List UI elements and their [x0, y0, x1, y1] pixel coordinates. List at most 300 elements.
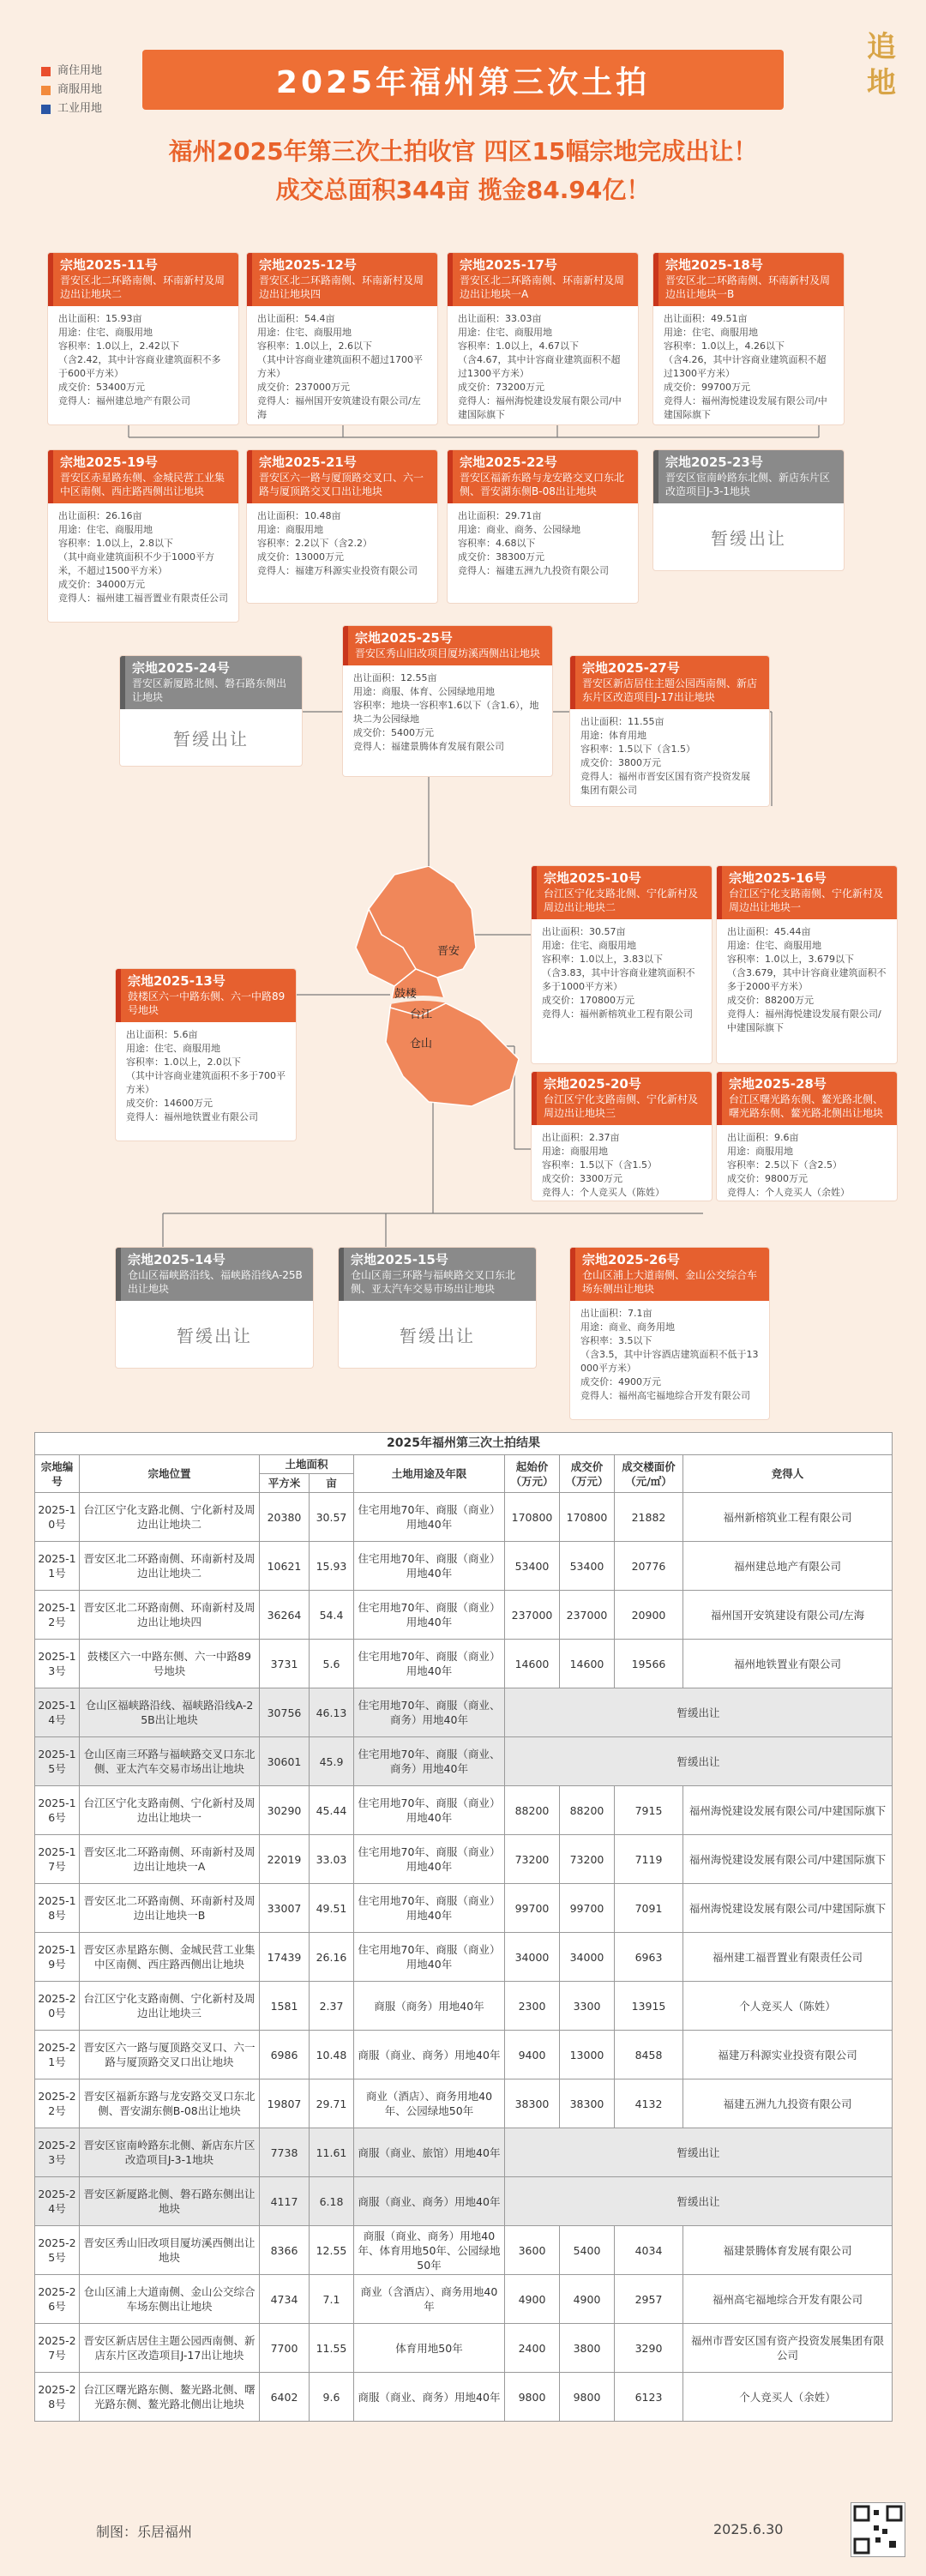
table-row [35, 1982, 893, 2031]
cell-area-sqm: 33007 [260, 1884, 310, 1933]
map-label-gulou: 鼓楼 [394, 988, 418, 1001]
cell-buyer: 福建五洲九九投资有限公司 [683, 2079, 893, 2128]
cell-unit-price: 2957 [615, 2275, 683, 2324]
cell-land-use: 住宅用地70年、商服（商业）用地40年 [354, 1640, 505, 1688]
cell-area-mu: 10.48 [310, 2031, 354, 2079]
cell-deal-price: 88200 [560, 1786, 615, 1835]
cell-land-use: 商业（酒店）、商务用地40年、公园绿地50年 [354, 2079, 505, 2128]
table-row [35, 2079, 893, 2128]
parcel-detail: （其中计容商业建筑面积不超过1700平方米） [257, 354, 423, 379]
cell-deal-price: 237000 [560, 1591, 615, 1640]
cell-buyer: 福州建工福晋置业有限责任公司 [683, 1933, 893, 1982]
parcel-location: 晋安区北二环路南侧、环南新村及周边出让地块一A [460, 274, 625, 300]
cell-deal-price: 53400 [560, 1542, 615, 1591]
cell-buyer: 福州新榕筑业工程有限公司 [683, 1493, 893, 1542]
parcel-detail: 出让面积：30.57亩 [542, 926, 626, 937]
table-row [35, 2226, 893, 2275]
cell-area-sqm: 6986 [260, 2031, 310, 2079]
parcel-location: 晋安区北二环路南侧、环南新村及周边出让地块二 [60, 274, 225, 300]
table-row [35, 1786, 893, 1835]
parcel-detail: 出让面积：45.44亩 [727, 926, 811, 937]
parcel-detail: 竞得人：福州地铁置业有限公司 [126, 1111, 258, 1122]
cell-location: 台江区曙光路东侧、鳌光路北侧、曙光路东侧、鳌光路北侧出让地块 [80, 2373, 260, 2422]
cell-area-sqm: 36264 [260, 1591, 310, 1640]
col-header-no: 宗地编号 [35, 1455, 80, 1493]
parcel-detail: 成交价：53400万元 [58, 382, 145, 393]
table-row [35, 2128, 893, 2177]
cell-area-mu: 7.1 [310, 2275, 354, 2324]
footer-date: 2025.6.30 [713, 2521, 784, 2537]
cell-unit-price: 4132 [615, 2079, 683, 2128]
parcel-card-2025-11 [48, 253, 238, 424]
cell-area-mu: 29.71 [310, 2079, 354, 2128]
parcel-id: 宗地2025-26号 [582, 1252, 680, 1267]
cell-area-sqm: 4734 [260, 2275, 310, 2324]
cell-area-sqm: 19807 [260, 2079, 310, 2128]
parcel-detail: 容积率：1.5以下（含1.5） [580, 743, 695, 755]
parcel-detail: （含2.42，其中计容商业建筑面积不多于600平方米） [58, 354, 221, 379]
cell-start-price: 9400 [505, 2031, 560, 2079]
parcel-id: 宗地2025-14号 [128, 1252, 225, 1267]
parcel-card-2025-14 [116, 1248, 313, 1368]
parcel-detail: 用途：商服用地 [727, 1146, 793, 1157]
cell-area-mu: 12.55 [310, 2226, 354, 2275]
cell-status: 暂缓出让 [505, 2177, 893, 2226]
cell-land-use: 商服（商业、商务）用地40年、体育用地50年、公园绿地50年 [354, 2226, 505, 2275]
parcel-detail: 容积率：1.0以上，4.26以下 [664, 340, 785, 352]
map-label-taijiang: 台江 [410, 1008, 433, 1021]
cell-unit-price: 7915 [615, 1786, 683, 1835]
cell-unit-price: 13915 [615, 1982, 683, 2031]
page-title: 2025年福州第三次土拍 [142, 50, 784, 110]
cell-buyer: 福州市晋安区国有资产投资发展集团有限公司 [683, 2324, 893, 2373]
map-label-cangshan: 仓山 [410, 1038, 433, 1050]
cell-unit-price: 19566 [615, 1640, 683, 1688]
cell-location: 晋安区赤星路东侧、金城民营工业集中区南侧、西庄路西侧出让地块 [80, 1933, 260, 1982]
parcel-detail: 出让面积：2.37亩 [542, 1132, 620, 1143]
parcel-id: 宗地2025-27号 [582, 660, 680, 676]
parcel-detail: 出让面积：29.71亩 [458, 510, 542, 521]
cell-buyer: 个人竞买人（陈姓） [683, 1982, 893, 2031]
cell-land-use: 体育用地50年 [354, 2324, 505, 2373]
cell-buyer: 个人竞买人（余姓） [683, 2373, 893, 2422]
legend-label: 商服用地 [57, 83, 103, 96]
parcel-detail: 容积率：1.0以上，2.8以下 [58, 538, 173, 549]
cell-area-mu: 46.13 [310, 1688, 354, 1737]
table-row [35, 2031, 893, 2079]
cell-buyer: 福州国开安筑建设有限公司/左海 [683, 1591, 893, 1640]
parcel-detail: 容积率：1.0以上，2.6以下 [257, 340, 372, 352]
parcel-detail: 用途：住宅、商服用地 [58, 524, 153, 535]
parcel-detail: 竞得人：福州国开安筑建设有限公司/左海 [257, 395, 421, 420]
cell-land-use: 商服（商业、旅馆）用地40年 [354, 2128, 505, 2177]
parcel-detail: 容积率：3.5以下 [580, 1335, 652, 1346]
cell-buyer: 福建万科源实业投资有限公司 [683, 2031, 893, 2079]
cell-parcel-no: 2025-16号 [35, 1786, 80, 1835]
table-row [35, 2373, 893, 2422]
parcel-location: 晋安区北二环路南侧、环南新村及周边出让地块四 [259, 274, 424, 300]
table-row [35, 1884, 893, 1933]
cell-land-use: 商服（商业、商务）用地40年 [354, 2373, 505, 2422]
table-row [35, 1640, 893, 1688]
cell-buyer: 福州建总地产有限公司 [683, 1542, 893, 1591]
cell-start-price: 9800 [505, 2373, 560, 2422]
parcel-id: 宗地2025-11号 [60, 257, 158, 273]
cell-buyer: 福州海悦建设发展有限公司/中建国际旗下 [683, 1835, 893, 1884]
parcel-detail: 出让面积：15.93亩 [58, 313, 142, 324]
parcel-card-2025-12 [247, 253, 437, 424]
cell-start-price: 34000 [505, 1933, 560, 1982]
cell-status: 暂缓出让 [505, 1688, 893, 1737]
map-label-jinan: 晋安 [437, 945, 460, 958]
parcel-detail: 竞得人：福州海悦建设发展有限公司/中建国际旗下 [458, 395, 622, 420]
col-header-location: 宗地位置 [80, 1455, 260, 1493]
cell-start-price: 3600 [505, 2226, 560, 2275]
cell-unit-price: 7119 [615, 1835, 683, 1884]
cell-unit-price: 20900 [615, 1591, 683, 1640]
parcel-card-2025-17 [448, 253, 638, 424]
cell-area-mu: 2.37 [310, 1982, 354, 2031]
col-header-buyer: 竞得人 [683, 1455, 893, 1493]
parcel-id: 宗地2025-25号 [355, 630, 453, 646]
col-header-deal-price: 成交价（万元） [560, 1455, 615, 1493]
parcel-location: 台江区曙光路东侧、鳌光路北侧、曙光路东侧、鳌光路北侧出让地块 [729, 1093, 884, 1119]
parcel-detail: 容积率：1.0以上，2.42以下 [58, 340, 179, 352]
cell-land-use: 商服（商业、商务）用地40年 [354, 2177, 505, 2226]
parcel-detail: 容积率：2.2以下（含2.2） [257, 538, 372, 549]
parcel-detail: （含3.679，其中计容商业建筑面积不多于2000平方米） [727, 967, 887, 992]
table-caption: 2025年福州第三次土拍结果 [35, 1433, 893, 1455]
cell-area-mu: 11.55 [310, 2324, 354, 2373]
cell-area-mu: 9.6 [310, 2373, 354, 2422]
fuzhou-district-map [334, 866, 532, 1123]
parcel-card-2025-22 [448, 450, 638, 603]
parcel-card-2025-28 [717, 1072, 897, 1201]
cell-parcel-no: 2025-18号 [35, 1884, 80, 1933]
cell-unit-price: 4034 [615, 2226, 683, 2275]
cell-location: 晋安区新厦路北侧、磐石路东侧出让地块 [80, 2177, 260, 2226]
parcel-detail: 用途：商业、商务、公园绿地 [458, 524, 580, 535]
cell-area-mu: 30.57 [310, 1493, 354, 1542]
parcel-detail: 出让面积：11.55亩 [580, 716, 664, 727]
table-row [35, 1591, 893, 1640]
cell-location: 晋安区新店居住主题公园西南侧、新店东片区改造项目J-17出让地块 [80, 2324, 260, 2373]
parcel-detail: 出让面积：54.4亩 [257, 313, 335, 324]
parcel-id: 宗地2025-12号 [259, 257, 357, 273]
parcel-card-2025-10 [532, 866, 712, 1063]
cell-status: 暂缓出让 [505, 1737, 893, 1786]
parcel-detail: 容积率：1.5以下（含1.5） [542, 1159, 657, 1171]
cell-area-sqm: 17439 [260, 1933, 310, 1982]
qr-code-icon [851, 2502, 905, 2557]
cell-area-mu: 6.18 [310, 2177, 354, 2226]
cell-location: 鼓楼区六一中路东侧、六一中路89号地块 [80, 1640, 260, 1688]
parcel-detail: 容积率：2.5以下（含2.5） [727, 1159, 842, 1171]
cell-land-use: 住宅用地70年、商服（商业、商务）用地40年 [354, 1688, 505, 1737]
parcel-detail: 成交价：99700万元 [664, 382, 750, 393]
parcel-detail: 竞得人：福州新榕筑业工程有限公司 [542, 1008, 693, 1020]
cell-unit-price: 20776 [615, 1542, 683, 1591]
parcel-detail: 竞得人：福州高宅福地综合开发有限公司 [580, 1390, 750, 1401]
col-header-area: 土地面积 [260, 1455, 354, 1474]
parcel-id: 宗地2025-28号 [729, 1076, 827, 1092]
table-row [35, 1835, 893, 1884]
cell-start-price: 88200 [505, 1786, 560, 1835]
col-header-unit-price: 成交楼面价（元/㎡） [615, 1455, 683, 1493]
cell-deal-price: 5400 [560, 2226, 615, 2275]
table-row [35, 2275, 893, 2324]
parcel-detail: 用途：商服用地 [542, 1146, 608, 1157]
parcel-detail: 成交价：3300万元 [542, 1173, 622, 1184]
parcel-card-2025-23 [653, 450, 844, 570]
parcel-id: 宗地2025-16号 [729, 870, 827, 886]
cell-parcel-no: 2025-21号 [35, 2031, 80, 2079]
cell-start-price: 38300 [505, 2079, 560, 2128]
parcel-detail: 成交价：38300万元 [458, 551, 544, 563]
col-header-sqm: 平方米 [260, 1474, 310, 1493]
cell-start-price: 99700 [505, 1884, 560, 1933]
cell-parcel-no: 2025-25号 [35, 2226, 80, 2275]
cell-buyer: 福建景腾体育发展有限公司 [683, 2226, 893, 2275]
parcel-detail: 竞得人：福州市晋安区国有资产投资发展集团有限公司 [580, 771, 750, 796]
footer-maker: 制图：乐居福州 [96, 2524, 193, 2540]
parcel-detail: 出让面积：5.6亩 [126, 1029, 198, 1040]
parcel-detail: 竞得人：个人竞买人（陈姓） [542, 1187, 664, 1198]
cell-deal-price: 3800 [560, 2324, 615, 2373]
parcel-detail: （其中计容商业建筑面积不多于700平方米） [126, 1070, 286, 1095]
parcel-detail: 用途：住宅、商服用地 [664, 327, 758, 338]
cell-parcel-no: 2025-20号 [35, 1982, 80, 2031]
parcel-id: 宗地2025-20号 [544, 1076, 641, 1092]
cell-buyer: 福州海悦建设发展有限公司/中建国际旗下 [683, 1786, 893, 1835]
parcel-detail: （含4.26，其中计容商业建筑面积不超过1300平方米） [664, 354, 827, 379]
cell-area-mu: 33.03 [310, 1835, 354, 1884]
cell-unit-price: 6963 [615, 1933, 683, 1982]
cell-unit-price: 8458 [615, 2031, 683, 2079]
cell-location: 台江区宁化支路南侧、宁化新村及周边出让地块三 [80, 1982, 260, 2031]
parcel-id: 宗地2025-23号 [665, 454, 763, 470]
parcel-detail: 用途：商服、体育、公园绿地用地 [353, 686, 495, 697]
parcel-detail: 用途：商服用地 [257, 524, 323, 535]
parcel-detail: 用途：住宅、商服用地 [126, 1043, 220, 1054]
cell-location: 仓山区浦上大道南侧、金山公交综合车场东侧出让地块 [80, 2275, 260, 2324]
cell-area-sqm: 3731 [260, 1640, 310, 1688]
parcel-location: 晋安区六一路与厦顶路交叉口、六一路与厦顶路交叉口出让地块 [259, 472, 424, 497]
table-row [35, 1688, 893, 1737]
parcel-card-2025-20 [532, 1072, 712, 1201]
cell-parcel-no: 2025-11号 [35, 1542, 80, 1591]
parcel-location: 晋安区新店居住主题公园西南侧、新店东片区改造项目J-17出让地块 [582, 677, 758, 703]
suspended-label: 暂缓出让 [177, 1326, 252, 1346]
parcel-card-2025-16 [717, 866, 897, 1063]
parcel-detail: 用途：住宅、商服用地 [58, 327, 153, 338]
parcel-detail: 容积率：地块一容积率1.6以下（含1.6），地块二为公园绿地 [353, 700, 539, 725]
suspended-label: 暂缓出让 [173, 729, 249, 749]
suspended-label: 暂缓出让 [400, 1326, 475, 1346]
parcel-location: 台江区宁化支路南侧、宁化新村及周边出让地块三 [544, 1093, 699, 1119]
parcel-detail: 成交价：73200万元 [458, 382, 544, 393]
parcel-id: 宗地2025-22号 [460, 454, 557, 470]
cell-land-use: 住宅用地70年、商服（商业）用地40年 [354, 1884, 505, 1933]
cell-parcel-no: 2025-22号 [35, 2079, 80, 2128]
parcel-id: 宗地2025-19号 [60, 454, 158, 470]
cell-land-use: 商服（商业、商务）用地40年 [354, 2031, 505, 2079]
cell-deal-price: 38300 [560, 2079, 615, 2128]
parcel-detail: 容积率：1.0以上，2.0以下 [126, 1056, 241, 1068]
cell-start-price: 2400 [505, 2324, 560, 2373]
cell-parcel-no: 2025-19号 [35, 1933, 80, 1982]
cell-parcel-no: 2025-12号 [35, 1591, 80, 1640]
parcel-detail: 竞得人：福建万科源实业投资有限公司 [257, 565, 418, 576]
parcel-location: 晋安区赤星路东侧、金城民营工业集中区南侧、西庄路西侧出让地块 [60, 472, 225, 497]
cell-location: 晋安区福新东路与龙安路交叉口东北侧、晋安湖东侧B-08出让地块 [80, 2079, 260, 2128]
parcel-detail: 成交价：88200万元 [727, 995, 814, 1006]
results-table [34, 1432, 892, 2422]
cell-deal-price: 99700 [560, 1884, 615, 1933]
parcel-location: 台江区宁化支路北侧、宁化新村及周边出让地块二 [544, 888, 699, 913]
cell-deal-price: 14600 [560, 1640, 615, 1688]
parcel-detail: 用途：住宅、商服用地 [458, 327, 552, 338]
parcel-card-2025-15 [339, 1248, 536, 1368]
parcel-detail: （含3.5，其中计容酒店建筑面积不低于13000平方米） [580, 1349, 759, 1374]
cell-parcel-no: 2025-13号 [35, 1640, 80, 1688]
cell-area-sqm: 30290 [260, 1786, 310, 1835]
cell-land-use: 商服（商务）用地40年 [354, 1982, 505, 2031]
cell-land-use: 住宅用地70年、商服（商业）用地40年 [354, 1933, 505, 1982]
parcel-detail: 成交价：9800万元 [727, 1173, 808, 1184]
parcel-detail: 竞得人：福州海悦建设发展有限公司/中建国际旗下 [664, 395, 827, 420]
parcel-detail: 用途：体育用地 [580, 730, 646, 741]
cell-location: 晋安区北二环路南侧、环南新村及周边出让地块二 [80, 1542, 260, 1591]
parcel-card-2025-27 [570, 656, 769, 806]
cell-parcel-no: 2025-14号 [35, 1688, 80, 1737]
parcel-detail: 出让面积：7.1亩 [580, 1308, 652, 1319]
table-row [35, 1737, 893, 1786]
cell-area-mu: 5.6 [310, 1640, 354, 1688]
cell-start-price: 14600 [505, 1640, 560, 1688]
parcel-location: 仓山区福峡路沿线、福峡路沿线A-25B出让地块 [128, 1269, 303, 1295]
cell-deal-price: 13000 [560, 2031, 615, 2079]
svg-text:地: 地 [867, 66, 896, 100]
parcel-card-2025-21 [247, 450, 437, 603]
cell-land-use: 住宅用地70年、商服（商业）用地40年 [354, 1786, 505, 1835]
headline-1: 福州2025年第三次土拍收官 四区15幅宗地完成出让！ [168, 137, 758, 166]
cell-parcel-no: 2025-24号 [35, 2177, 80, 2226]
cell-area-sqm: 20380 [260, 1493, 310, 1542]
cell-status: 暂缓出让 [505, 2128, 893, 2177]
cell-area-sqm: 7700 [260, 2324, 310, 2373]
parcel-card-2025-18 [653, 253, 844, 424]
cell-location: 晋安区北二环路南侧、环南新村及周边出让地块一B [80, 1884, 260, 1933]
cell-parcel-no: 2025-27号 [35, 2324, 80, 2373]
parcel-detail: 出让面积：10.48亩 [257, 510, 341, 521]
cell-area-sqm: 8366 [260, 2226, 310, 2275]
cell-area-mu: 15.93 [310, 1542, 354, 1591]
parcel-location: 晋安区宦南岭路东北侧、新店东片区改造项目J-3-1地块 [665, 472, 831, 497]
parcel-card-2025-19 [48, 450, 238, 622]
cell-area-sqm: 1581 [260, 1982, 310, 2031]
parcel-location: 鼓楼区六一中路东侧、六一中路89号地块 [128, 990, 286, 1016]
parcel-id: 宗地2025-21号 [259, 454, 357, 470]
parcel-card-2025-25 [343, 626, 552, 776]
cell-area-sqm: 22019 [260, 1835, 310, 1884]
headline-2: 成交总面积344亩 揽金84.94亿！ [275, 176, 651, 204]
parcel-detail: 出让面积：9.6亩 [727, 1132, 799, 1143]
cell-area-mu: 26.16 [310, 1933, 354, 1982]
cell-area-mu: 49.51 [310, 1884, 354, 1933]
cell-area-sqm: 4117 [260, 2177, 310, 2226]
parcel-detail: 出让面积：49.51亩 [664, 313, 748, 324]
parcel-detail: 出让面积：26.16亩 [58, 510, 142, 521]
table-row [35, 1542, 893, 1591]
parcel-detail: （含3.83，其中计容商业建筑面积不多于1000平方米） [542, 967, 695, 992]
parcel-location: 晋安区北二环路南侧、环南新村及周边出让地块一B [665, 274, 831, 300]
parcel-detail: 竞得人：个人竞买人（余姓） [727, 1187, 850, 1198]
parcel-detail: 用途：住宅、商服用地 [727, 940, 821, 951]
parcel-id: 宗地2025-13号 [128, 973, 225, 989]
parcel-detail: 出让面积：33.03亩 [458, 313, 542, 324]
parcel-detail: 竞得人：福州建总地产有限公司 [58, 395, 190, 406]
cell-location: 仓山区福峡路沿线、福峡路沿线A-25B出让地块 [80, 1688, 260, 1737]
parcel-location: 仓山区南三环路与福峡路交叉口东北侧、亚太汽车交易市场出让地块 [351, 1269, 516, 1295]
cell-land-use: 住宅用地70年、商服（商业）用地40年 [354, 1835, 505, 1884]
cell-parcel-no: 2025-10号 [35, 1493, 80, 1542]
cell-location: 晋安区北二环路南侧、环南新村及周边出让地块一A [80, 1835, 260, 1884]
table-row [35, 2324, 893, 2373]
table-body [35, 1493, 893, 2422]
cell-unit-price: 7091 [615, 1884, 683, 1933]
cell-location: 晋安区北二环路南侧、环南新村及周边出让地块四 [80, 1591, 260, 1640]
cell-location: 台江区宁化支路南侧、宁化新村及周边出让地块一 [80, 1786, 260, 1835]
parcel-id: 宗地2025-24号 [132, 660, 230, 676]
parcel-card-2025-13 [116, 969, 296, 1141]
parcel-id: 宗地2025-18号 [665, 257, 763, 273]
parcel-detail: 用途：住宅、商服用地 [542, 940, 636, 951]
cell-area-mu: 11.61 [310, 2128, 354, 2177]
cell-land-use: 住宅用地70年、商服（商业）用地40年 [354, 1493, 505, 1542]
cell-land-use: 商业（含酒店）、商务用地40年 [354, 2275, 505, 2324]
cell-start-price: 237000 [505, 1591, 560, 1640]
legend-label: 工业用地 [57, 102, 103, 115]
page-footer [0, 2497, 926, 2576]
table-row [35, 2177, 893, 2226]
cell-location: 仓山区南三环路与福峡路交叉口东北侧、亚太汽车交易市场出让地块 [80, 1737, 260, 1786]
cell-deal-price: 34000 [560, 1933, 615, 1982]
cell-area-mu: 45.44 [310, 1786, 354, 1835]
cell-deal-price: 170800 [560, 1493, 615, 1542]
parcel-detail: 成交价：34000万元 [58, 579, 145, 590]
legend-label: 商住用地 [57, 64, 103, 77]
cell-area-sqm: 10621 [260, 1542, 310, 1591]
parcel-detail: （其中商业建筑面积不少于1000平方米，不超过1500平方米） [58, 551, 214, 576]
cell-area-mu: 45.9 [310, 1737, 354, 1786]
col-header-use: 土地用途及年限 [354, 1455, 505, 1493]
col-header-start-price: 起始价（万元） [505, 1455, 560, 1493]
parcel-location: 晋安区新厦路北侧、磐石路东侧出让地块 [132, 677, 287, 703]
cell-location: 晋安区六一路与厦顶路交叉口、六一路与厦顶路交叉口出让地块 [80, 2031, 260, 2079]
col-header-mu: 亩 [310, 1474, 354, 1493]
cell-unit-price: 21882 [615, 1493, 683, 1542]
cell-location: 晋安区宦南岭路东北侧、新店东片区改造项目J-3-1地块 [80, 2128, 260, 2177]
cell-area-sqm: 30601 [260, 1737, 310, 1786]
cell-start-price: 170800 [505, 1493, 560, 1542]
suspended-label: 暂缓出让 [711, 528, 786, 549]
parcel-detail: 成交价：237000万元 [257, 382, 350, 393]
cell-deal-price: 3300 [560, 1982, 615, 2031]
cell-area-sqm: 30756 [260, 1688, 310, 1737]
parcel-detail: 竞得人：福建景腾体育发展有限公司 [353, 741, 504, 752]
cell-parcel-no: 2025-23号 [35, 2128, 80, 2177]
